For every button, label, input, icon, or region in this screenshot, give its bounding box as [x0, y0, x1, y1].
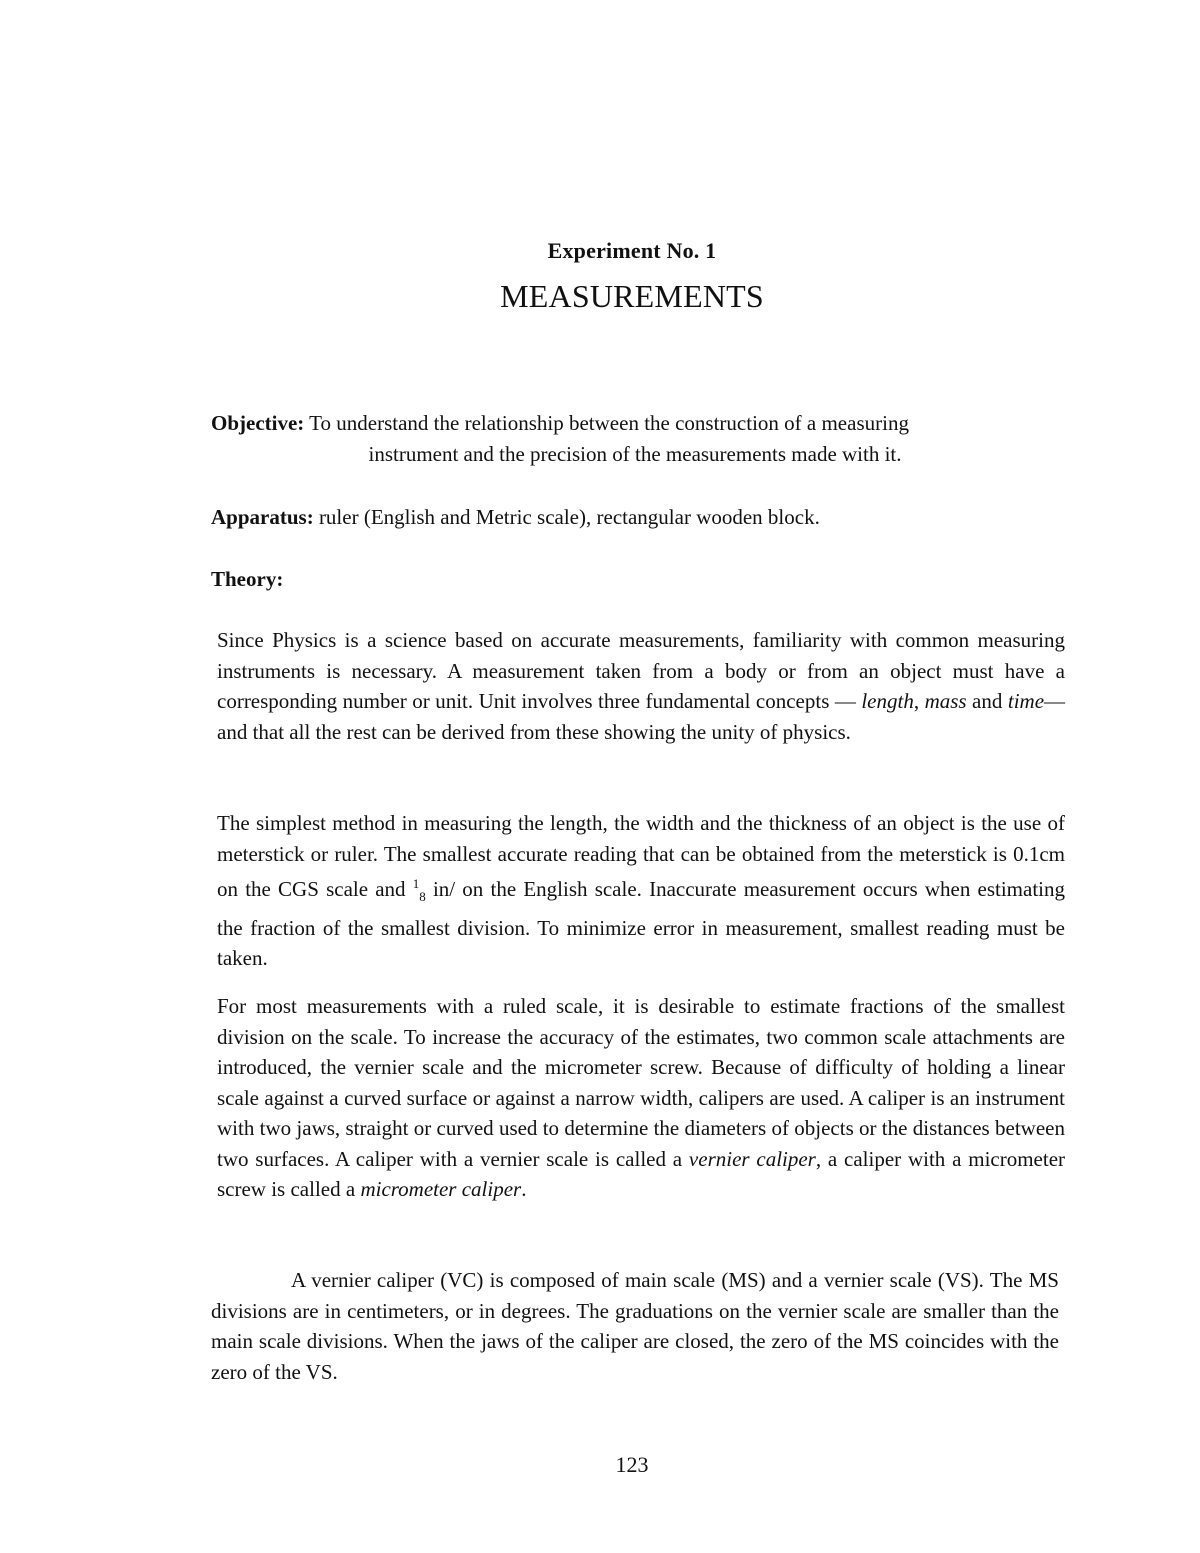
p2-unit: in/: [425, 877, 456, 901]
experiment-label: Experiment No. 1: [547, 238, 717, 263]
fraction-denominator: 8: [419, 889, 426, 905]
theory-paragraph-2: [211, 808, 1065, 974]
p1-text-a: Since Physics is a science based on accurate measurements, familiarity with common measuring instruments is necessary. A measurement taken from a body or from an object must have a corresponding number or unit. Unit involves three fundamental concepts —: [217, 628, 1065, 713]
fraction-one-eighth: [412, 876, 426, 905]
objective-text-line2: instrument and the precision of the measurements made with it.: [368, 441, 902, 466]
term-mass: mass: [924, 689, 967, 713]
p3-text-a: For most measurements with a ruled scale, it is desirable to estimate fractions of the smallest division on the scale. To increase the accuracy of the estimates, two common scale attachments are introduced, the vernier scale and the micrometer screw. Because of difficulty of holding a linear scale against a curved surface or against a narrow width, calipers are used. A caliper is an instrument with two jaws, straight or curved used to determine the diameters of objects or the distances between two surfaces. A caliper with a vernier scale is called a: [217, 994, 1065, 1171]
p1-and: and: [966, 689, 1008, 713]
apparatus-section: [211, 502, 1059, 533]
p3-text-b: , a caliper with a micrometer screw is called a: [217, 1146, 1066, 1201]
fraction-numerator: 1: [412, 876, 420, 891]
apparatus-text: ruler (English and Metric scale), rectangular wooden block.: [318, 505, 820, 529]
p1-text-b: — and that all the rest can be derived from these showing the unity of physics.: [217, 689, 1066, 744]
page-title: MEASUREMENTS: [500, 278, 764, 314]
p1-sep1: ,: [913, 689, 925, 713]
objective-text-line1: To understand the relationship between the construction of a measuring: [309, 411, 909, 435]
p2-text-b: on the English scale. Inaccurate measurement occurs when estimating the fraction of the smallest division. To minimize error in measurement, smallest reading must be taken.: [217, 877, 1066, 971]
p4-text: A vernier caliper (VC) is composed of main scale (MS) and a vernier scale (VS). The MS divisions are in centimeters, or in degrees. The graduations on the vernier scale are smaller than the main scale divisions. When the jaws of the caliper are closed, the zero of the MS coincides with the zero of the VS.: [211, 1268, 1059, 1384]
theory-paragraph-3: [211, 991, 1065, 1205]
term-length: length: [861, 689, 914, 713]
p3-text-c: .: [521, 1177, 527, 1201]
page-number: 123: [615, 1452, 649, 1477]
apparatus-label: Apparatus:: [211, 505, 314, 529]
objective-label: Objective:: [211, 411, 305, 435]
theory-paragraph-1: [211, 625, 1065, 747]
theory-heading: Theory:: [211, 567, 284, 591]
term-micrometer-caliper: micrometer caliper: [360, 1177, 522, 1201]
term-time: time: [1007, 689, 1045, 713]
p2-text-a: The simplest method in measuring the length, the width and the thickness of an object is the use of meterstick or ruler. The smallest accurate reading that can be obtained from the meterstick is 0.1cm on the CGS scale and: [217, 811, 1065, 901]
objective-section: [211, 408, 1059, 469]
term-vernier-caliper: vernier caliper: [688, 1146, 816, 1171]
theory-paragraph-4: [211, 1265, 1059, 1387]
